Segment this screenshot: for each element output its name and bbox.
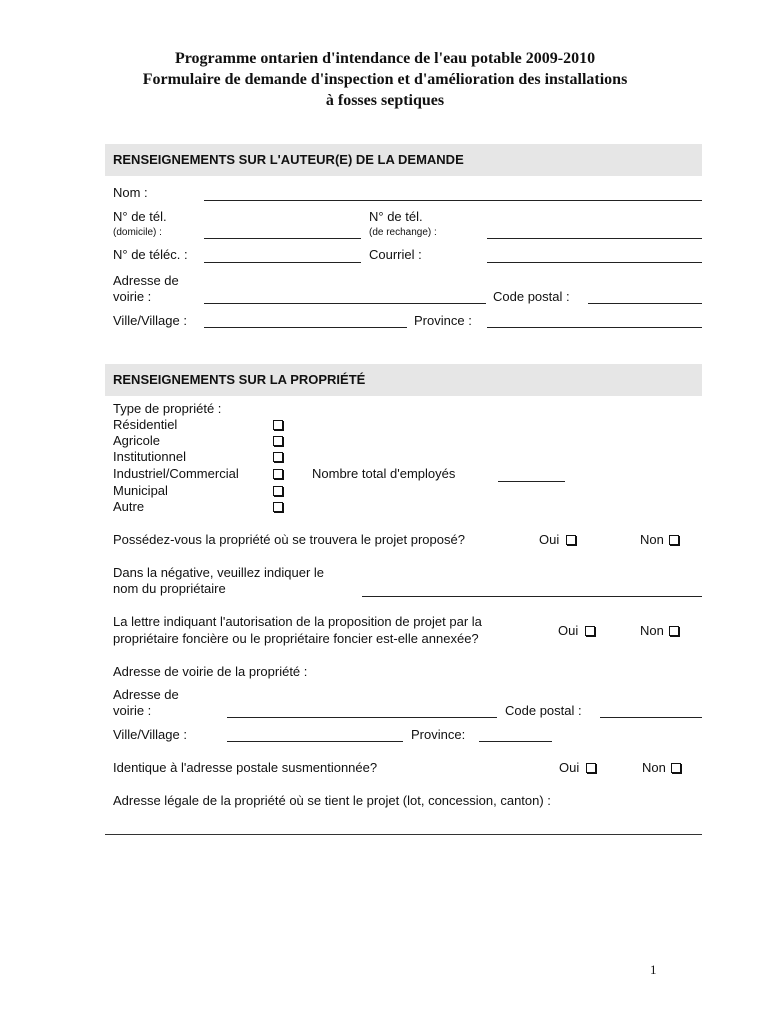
letter-no-checkbox[interactable] bbox=[669, 626, 679, 636]
email-label: Courriel : bbox=[369, 247, 422, 262]
city-field[interactable] bbox=[204, 327, 407, 328]
address-label-line-2: voirie : bbox=[113, 289, 152, 304]
name-field[interactable] bbox=[204, 200, 702, 201]
form-title-line-2: Formulaire de demande d'inspection et d'amélioration des installations bbox=[142, 71, 628, 88]
checkbox-industrial[interactable] bbox=[273, 469, 283, 479]
authorization-letter-line-1: La lettre indiquant l'autorisation de la proposition de projet par la bbox=[113, 614, 482, 629]
province-field[interactable] bbox=[487, 327, 702, 328]
postal-code-field[interactable] bbox=[588, 303, 702, 304]
phone-home-sublabel: (domicile) : bbox=[113, 227, 162, 238]
checkbox-municipal[interactable] bbox=[273, 486, 283, 496]
owner-name-label-line-2: nom du propriétaire bbox=[113, 581, 226, 596]
own-property-question: Possédez-vous la propriété où se trouvera le projet proposé? bbox=[113, 532, 465, 547]
city-label: Ville/Village : bbox=[113, 313, 187, 328]
postal-code-label: Code postal : bbox=[493, 289, 570, 304]
property-postal-code-field[interactable] bbox=[600, 717, 702, 718]
employees-label: Nombre total d'employés bbox=[312, 466, 456, 481]
checkbox-institutional[interactable] bbox=[273, 452, 283, 462]
same-yes-checkbox[interactable] bbox=[586, 763, 596, 773]
property-address-label-line-2: voirie : bbox=[113, 703, 152, 718]
same-no-checkbox[interactable] bbox=[671, 763, 681, 773]
section-divider bbox=[105, 834, 702, 835]
page-number: 1 bbox=[650, 962, 657, 977]
address-label-line-1: Adresse de bbox=[113, 273, 179, 288]
name-label: Nom : bbox=[113, 185, 148, 200]
same-no-label: Non bbox=[642, 760, 666, 775]
property-city-label: Ville/Village : bbox=[113, 727, 187, 742]
email-field[interactable] bbox=[487, 262, 702, 263]
phone-home-label: N° de tél. bbox=[113, 209, 167, 224]
property-address-field[interactable] bbox=[227, 717, 497, 718]
applicant-section-title: RENSEIGNEMENTS SUR L'AUTEUR(E) DE LA DEMANDE bbox=[113, 152, 464, 167]
checkbox-other[interactable] bbox=[273, 502, 283, 512]
property-type-agricultural: Agricole bbox=[113, 433, 160, 448]
property-section-title: RENSEIGNEMENTS SUR LA PROPRIÉTÉ bbox=[113, 372, 366, 387]
property-address-heading: Adresse de voirie de la propriété : bbox=[113, 664, 308, 679]
same-yes-label: Oui bbox=[559, 760, 580, 775]
letter-yes-checkbox[interactable] bbox=[585, 626, 595, 636]
property-city-field[interactable] bbox=[227, 741, 403, 742]
property-section-header bbox=[105, 364, 702, 396]
letter-yes-label: Oui bbox=[558, 623, 579, 638]
phone-home-field[interactable] bbox=[204, 238, 361, 239]
fax-field[interactable] bbox=[204, 262, 361, 263]
property-type-residential: Résidentiel bbox=[113, 417, 178, 432]
own-no-checkbox[interactable] bbox=[669, 535, 679, 545]
form-title-line-3: à fosses septiques bbox=[325, 92, 445, 109]
property-type-municipal: Municipal bbox=[113, 483, 168, 498]
same-address-question: Identique à l'adresse postale susmentionnée? bbox=[113, 760, 378, 775]
checkbox-agricultural[interactable] bbox=[273, 436, 283, 446]
property-type-other: Autre bbox=[113, 499, 145, 514]
phone-alt-label: N° de tél. bbox=[369, 209, 423, 224]
own-yes-checkbox[interactable] bbox=[566, 535, 576, 545]
applicant-section-header bbox=[105, 144, 702, 176]
property-type-industrial: Industriel/Commercial bbox=[113, 466, 239, 481]
employees-field[interactable] bbox=[498, 481, 565, 482]
own-yes-label: Oui bbox=[539, 532, 560, 547]
province-label: Province : bbox=[414, 313, 472, 328]
form-title-line-1: Programme ontarien d'intendance de l'eau potable 2009-2010 bbox=[174, 50, 596, 67]
letter-no-label: Non bbox=[640, 623, 664, 638]
property-address-label-line-1: Adresse de bbox=[113, 687, 179, 702]
owner-name-label-line-1: Dans la négative, veuillez indiquer le bbox=[113, 565, 325, 580]
owner-name-field[interactable] bbox=[362, 596, 702, 597]
phone-alt-sublabel: (de rechange) : bbox=[369, 227, 437, 238]
property-postal-code-label: Code postal : bbox=[505, 703, 582, 718]
address-field[interactable] bbox=[204, 303, 486, 304]
checkbox-residential[interactable] bbox=[273, 420, 283, 430]
authorization-letter-line-2: propriétaire foncière ou le propriétaire foncier est-elle annexée? bbox=[113, 631, 479, 646]
own-no-label: Non bbox=[640, 532, 664, 547]
property-province-label: Province: bbox=[411, 727, 466, 742]
property-province-field[interactable] bbox=[479, 741, 552, 742]
fax-label: N° de téléc. : bbox=[113, 247, 188, 262]
property-type-institutional: Institutionnel bbox=[113, 449, 186, 464]
phone-alt-field[interactable] bbox=[487, 238, 702, 239]
legal-address-label: Adresse légale de la propriété où se tient le projet (lot, concession, canton) : bbox=[113, 793, 551, 808]
property-type-label: Type de propriété : bbox=[113, 401, 222, 416]
